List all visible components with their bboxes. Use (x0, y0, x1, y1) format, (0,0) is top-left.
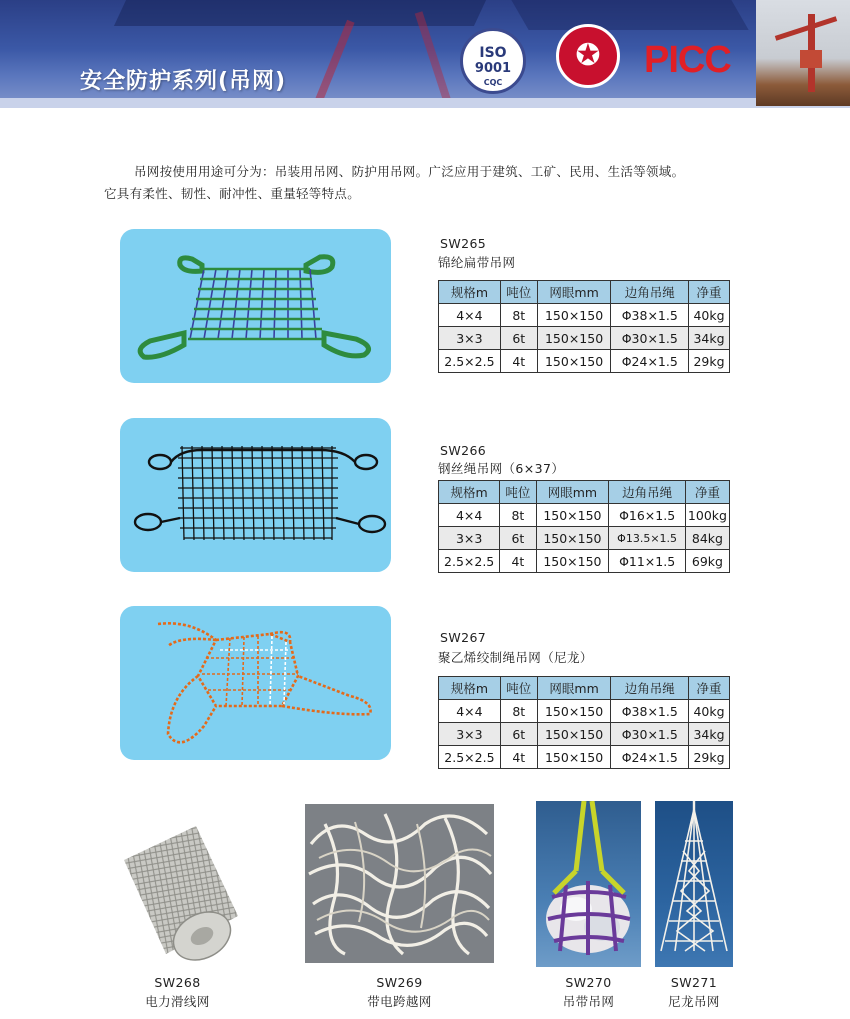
table-row (439, 746, 730, 769)
cell-spec: 4×4 (439, 504, 500, 527)
cell-corner-sling: Φ24×1.5 (611, 746, 689, 769)
table-row (439, 304, 730, 327)
header-mesh: 网眼mm (537, 281, 611, 304)
product-code-sw267: SW267 (440, 630, 487, 645)
product-name-sw265: 锦纶扁带吊网 (438, 255, 516, 270)
product-photo-sw270 (536, 801, 641, 967)
gallery-code-sw270: SW270 (565, 975, 612, 990)
cell-weight: 69kg (685, 550, 729, 573)
cell-corner-sling: Φ16×1.5 (609, 504, 686, 527)
product-photo-sw269 (305, 804, 494, 963)
crane-jib (775, 16, 837, 41)
header-corner-sling: 边角吊绳 (611, 281, 689, 304)
header-tonnage: 吨位 (500, 281, 537, 304)
product-name-sw266: 钢丝绳吊网（6×37） (438, 461, 565, 476)
product-photo-sw265 (120, 229, 391, 383)
cell-corner-sling: Φ13.5×1.5 (609, 527, 686, 550)
cell-weight: 29kg (689, 746, 730, 769)
cell-corner-sling: Φ11×1.5 (609, 550, 686, 573)
banner-stripe (0, 98, 850, 108)
spec-table-header-row (439, 481, 730, 504)
steel-wire-net-illustration (120, 418, 391, 572)
header-spec: 规格m (439, 281, 501, 304)
header-mesh: 网眼mm (537, 677, 611, 700)
cell-spec: 2.5×2.5 (439, 746, 501, 769)
product-photo-sw267 (120, 606, 391, 760)
cell-tonnage: 6t (500, 527, 536, 550)
webbing-sling-net-illustration (536, 801, 641, 967)
intro-text (104, 161, 784, 205)
header-corner-sling: 边角吊绳 (609, 481, 686, 504)
cell-mesh: 150×150 (537, 350, 611, 373)
gallery-name-sw268: 电力滑线网 (145, 994, 210, 1009)
cell-mesh: 150×150 (537, 746, 611, 769)
cell-tonnage: 6t (500, 327, 537, 350)
cell-corner-sling: Φ30×1.5 (611, 327, 689, 350)
header-banner (0, 0, 850, 108)
cell-weight: 29kg (689, 350, 730, 373)
rope-pile-illustration (305, 804, 494, 963)
cell-tonnage: 4t (500, 746, 537, 769)
cell-weight: 40kg (689, 304, 730, 327)
spec-table-header-row (439, 281, 730, 304)
iso-9001-logo (460, 28, 526, 94)
spec-table-sw267 (438, 676, 730, 769)
gallery-code-sw268: SW268 (154, 975, 201, 990)
iso-logo-text: ISO (479, 45, 507, 61)
header-weight: 净重 (689, 677, 730, 700)
cell-corner-sling: Φ24×1.5 (611, 350, 689, 373)
cell-weight: 34kg (689, 327, 730, 350)
cell-tonnage: 8t (500, 304, 537, 327)
product-photo-sw268 (110, 820, 245, 970)
spec-table-header-row (439, 677, 730, 700)
nylon-webbing-net-illustration (120, 229, 391, 383)
cell-tonnage: 8t (500, 504, 536, 527)
header-spec: 规格m (439, 481, 500, 504)
header-corner-sling: 边角吊绳 (611, 677, 689, 700)
header-mesh: 网眼mm (536, 481, 609, 504)
cell-spec: 4×4 (439, 700, 501, 723)
cell-weight: 34kg (689, 723, 730, 746)
polyethylene-rope-net-illustration (120, 606, 391, 760)
cell-spec: 2.5×2.5 (439, 550, 500, 573)
cell-weight: 84kg (685, 527, 729, 550)
banner-decoration (114, 0, 486, 26)
iso-logo-bottom: CQC (483, 78, 503, 87)
cell-corner-sling: Φ30×1.5 (611, 723, 689, 746)
cell-corner-sling: Φ38×1.5 (611, 700, 689, 723)
banner-decoration (313, 20, 354, 106)
product-code-sw266: SW266 (440, 443, 487, 458)
cell-tonnage: 8t (500, 700, 537, 723)
product-name-sw267: 聚乙烯绞制绳吊网（尼龙） (438, 650, 593, 665)
banner-decoration (511, 0, 748, 30)
picc-logo: PICC (644, 39, 731, 81)
header-weight: 净重 (685, 481, 729, 504)
header-spec: 规格m (439, 677, 501, 700)
iso-logo-number: 9001 (474, 61, 512, 76)
cell-mesh: 150×150 (537, 327, 611, 350)
product-code-sw265: SW265 (440, 236, 487, 251)
china-top-brand-logo (556, 24, 620, 88)
cell-spec: 2.5×2.5 (439, 350, 501, 373)
table-row (439, 550, 730, 573)
cell-mesh: 150×150 (537, 304, 611, 327)
cell-spec: 3×3 (439, 527, 500, 550)
crane-cab (800, 50, 822, 68)
crane-photo (756, 0, 850, 106)
header-weight: 净重 (689, 281, 730, 304)
table-row (439, 723, 730, 746)
cell-mesh: 150×150 (537, 723, 611, 746)
gallery-name-sw269: 带电跨越网 (367, 994, 432, 1009)
header-tonnage: 吨位 (500, 677, 537, 700)
table-row (439, 327, 730, 350)
gallery-code-sw269: SW269 (376, 975, 423, 990)
cell-tonnage: 4t (500, 550, 536, 573)
intro-line-2: 它具有柔性、韧性、耐冲性、重量轻等特点。 (104, 186, 361, 201)
table-row (439, 350, 730, 373)
cell-mesh: 150×150 (536, 504, 609, 527)
spec-table-sw266 (438, 480, 730, 573)
table-row (439, 700, 730, 723)
rolled-net-illustration (110, 820, 245, 970)
cell-spec: 3×3 (439, 723, 501, 746)
table-row (439, 527, 730, 550)
gallery-name-sw271: 尼龙吊网 (668, 994, 720, 1009)
product-photo-sw271 (655, 801, 733, 967)
cell-mesh: 150×150 (537, 700, 611, 723)
cell-weight: 40kg (689, 700, 730, 723)
cell-corner-sling: Φ38×1.5 (611, 304, 689, 327)
cell-tonnage: 6t (500, 723, 537, 746)
cell-weight: 100kg (685, 504, 729, 527)
header-tonnage: 吨位 (500, 481, 536, 504)
cell-spec: 4×4 (439, 304, 501, 327)
gallery-name-sw270: 吊带吊网 (562, 994, 615, 1009)
spec-table-sw265 (438, 280, 730, 373)
gallery-code-sw271: SW271 (670, 975, 718, 990)
cell-spec: 3×3 (439, 327, 501, 350)
cell-tonnage: 4t (500, 350, 537, 373)
table-row (439, 504, 730, 527)
cell-mesh: 150×150 (536, 527, 609, 550)
brand-star-icon: ✪ (575, 38, 601, 73)
page-title: 安全防护系列(吊网) (80, 69, 287, 94)
intro-line-1: 吊网按使用用途可分为：吊装用吊网、防护用吊网。广泛应用于建筑、工矿、民用、生活等领域。 (134, 164, 685, 179)
cell-mesh: 150×150 (536, 550, 609, 573)
product-photo-sw266 (120, 418, 391, 572)
nylon-cone-net-illustration (655, 801, 733, 967)
